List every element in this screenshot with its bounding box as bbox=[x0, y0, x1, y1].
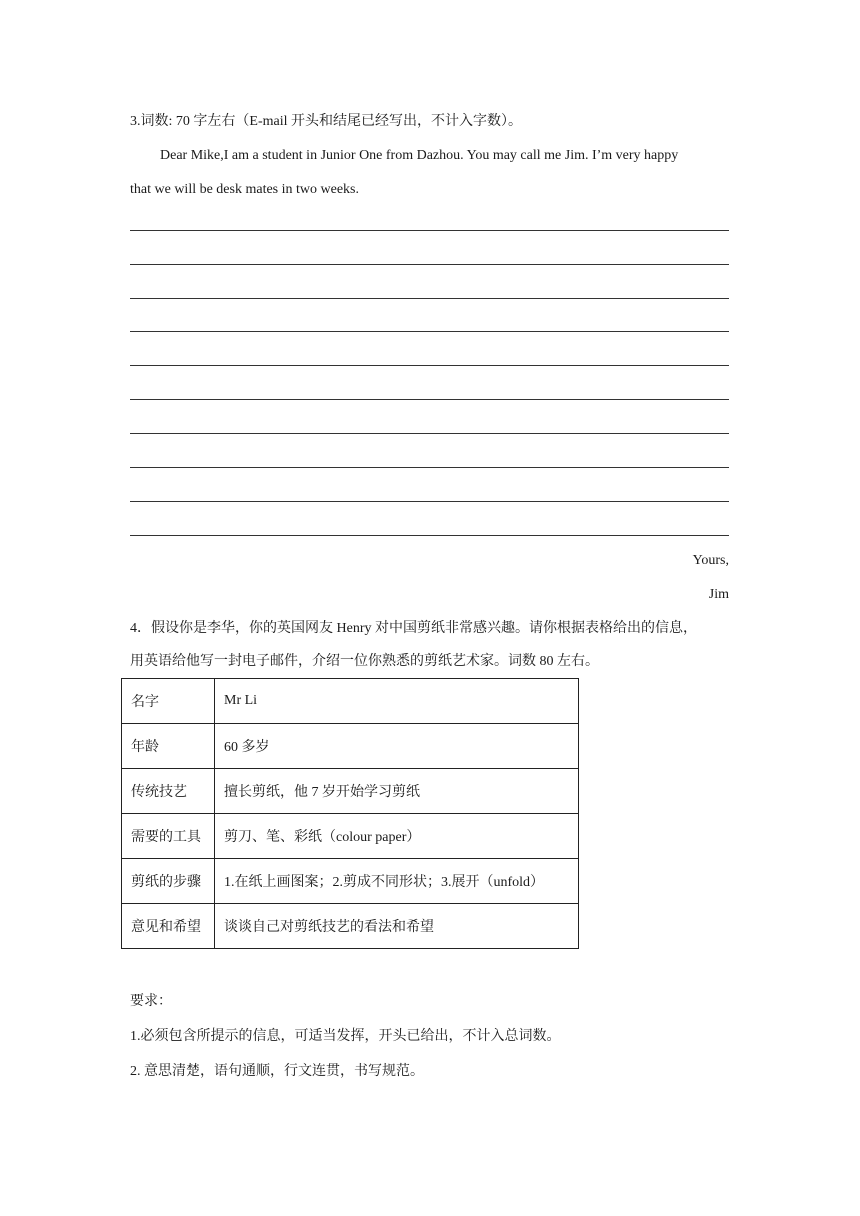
table-value-cell: 谈谈自己对剪纸技艺的看法和希望 bbox=[215, 904, 579, 949]
table-key-cell: 年龄 bbox=[122, 724, 215, 769]
table-row bbox=[122, 859, 579, 904]
answer-line bbox=[130, 264, 729, 265]
q3-word-count-requirement: 3.词数: 70 字左右（E-mail 开头和结尾已经写出，不计入字数）。 bbox=[130, 114, 522, 129]
answer-line bbox=[130, 331, 729, 332]
table-row bbox=[122, 814, 579, 859]
table-value-cell: Mr Li bbox=[215, 679, 579, 724]
answer-line bbox=[130, 298, 729, 299]
answer-line bbox=[130, 501, 729, 502]
q3-letter-opening-line2: that we will be desk mates in two weeks. bbox=[130, 182, 360, 197]
q4-info-table bbox=[121, 678, 579, 949]
q4-requirements-title: 要求： bbox=[130, 994, 172, 1009]
table-row bbox=[122, 724, 579, 769]
table-value-cell: 1.在纸上画图案；2.剪成不同形状；3.展开（unfold） bbox=[215, 859, 579, 904]
table-row bbox=[122, 679, 579, 724]
table-row bbox=[122, 769, 579, 814]
answer-line bbox=[130, 399, 729, 400]
table-key-cell: 名字 bbox=[122, 679, 215, 724]
q4-prompt-line2: 用英语给他写一封电子邮件，介绍一位你熟悉的剪纸艺术家。词数 80 左右。 bbox=[130, 654, 599, 669]
q4-requirement-1: 1.必须包含所提示的信息，可适当发挥，开头已给出，不计入总词数。 bbox=[130, 1029, 561, 1044]
answer-line bbox=[130, 433, 729, 434]
answer-line bbox=[130, 535, 729, 536]
table-value-cell: 剪刀、笔、彩纸（colour paper） bbox=[215, 814, 579, 859]
q3-closing: Yours, bbox=[692, 553, 729, 568]
table-row bbox=[122, 904, 579, 949]
answer-line bbox=[130, 230, 729, 231]
q3-signature: Jim bbox=[708, 587, 729, 602]
table-key-cell: 传统技艺 bbox=[122, 769, 215, 814]
answer-line bbox=[130, 365, 729, 366]
table-key-cell: 剪纸的步骤 bbox=[122, 859, 215, 904]
table-key-cell: 需要的工具 bbox=[122, 814, 215, 859]
q4-requirement-2: 2. 意思清楚，语句通顺，行文连贯，书写规范。 bbox=[130, 1064, 424, 1079]
answer-line bbox=[130, 467, 729, 468]
table-value-cell: 60 多岁 bbox=[215, 724, 579, 769]
table-key-cell: 意见和希望 bbox=[122, 904, 215, 949]
q4-prompt-line1: 4．假设你是李华，你的英国网友 Henry 对中国剪纸非常感兴趣。请你根据表格给出的信息， bbox=[130, 621, 697, 636]
q3-letter-opening-line1: Dear Mike,I am a student in Junior One from Dazhou. You may call me Jim. I’m very happy bbox=[160, 148, 679, 163]
table-value-cell: 擅长剪纸，他 7 岁开始学习剪纸 bbox=[215, 769, 579, 814]
